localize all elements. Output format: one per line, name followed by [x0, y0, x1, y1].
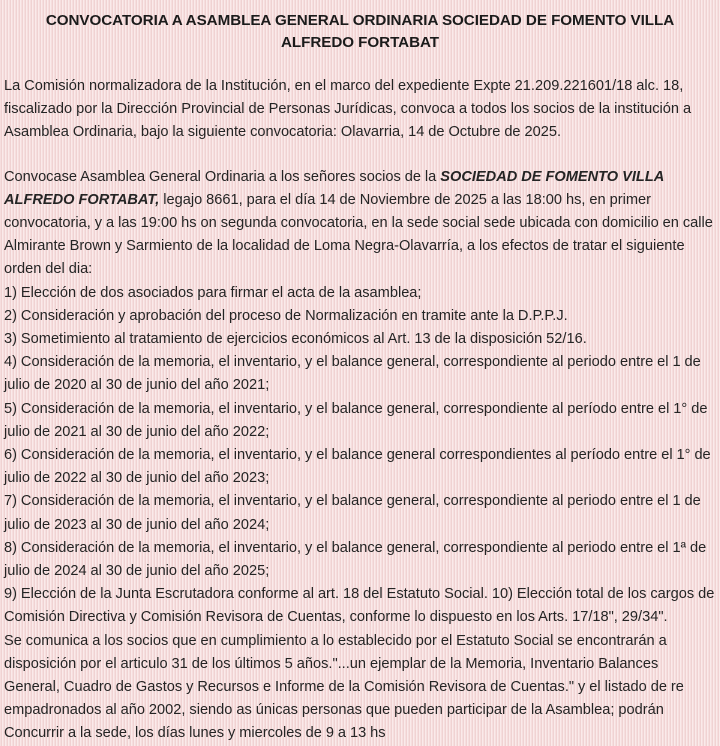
agenda-item: 4) Consideración de la memoria, el inventario, y el balance general, correspondiente al periodo entre el 1 de julio de 2020 al 30 de junio del año 2021;: [4, 354, 705, 394]
agenda-item: 9) Elección de la Junta Escrutadora conforme al art. 18 del Estatuto Social. 10) Elección total de los cargos de Comisión Directiva y Comisión Revisora de Cuentas, conforme lo dispuesto en los Arts. 17/18", 29/34".: [4, 586, 719, 626]
agenda-item: 2) Consideración y aprobación del proceso de Normalización en tramite ante la D.P.P.J.: [4, 307, 568, 324]
agenda-item: 1) Elección de dos asociados para firmar el acta de la asamblea;: [4, 284, 422, 301]
intro-paragraph: La Comisión normalizadora de la Institución, en el marco del expediente Expte 21.209.221601/18 alc. 18, fiscalizado por la Dirección Provincial de Personas Jurídicas, convoca a todos los socios de la institución a Asamblea Ordinaria, bajo la siguiente convocatoria: Olavarria, 14 de Octubre de 2025.: [4, 78, 695, 141]
agenda-item: 8) Consideración de la memoria, el inventario, y el balance general, correspondiente al periodo entre el 1ª de julio de 2024 al 30 de junio del año 2025;: [4, 539, 711, 580]
agenda-item: 7) Consideración de la memoria, el inventario, y el balance general, correspondiente al periodo entre el 1 de julio de 2023 al 30 de junio del año 2024;: [4, 493, 705, 533]
document-body: [0, 75, 720, 746]
page-title: CONVOCATORIA A ASAMBLEA GENERAL ORDINARIA SOCIEDAD DE FOMENTO VILLA ALFREDO FORTABAT: [45, 12, 675, 51]
agenda-item: 5) Consideración de la memoria, el inventario, y el balance general, correspondiente al período entre el 1° de julio de 2021 al 30 de junio del año 2022;: [4, 400, 712, 440]
agenda-item: 3) Sometimiento al tratamiento de ejercicios económicos al Art. 13 de la disposición 52/16.: [4, 331, 587, 348]
convocation-lead: Convocase Asamblea General Ordinaria a los señores socios de la: [4, 168, 441, 185]
society-name-emphasis: SOCIEDAD DE FOMENTO VILLA ALFREDO FORTABAT,: [4, 168, 668, 208]
convocation-paragraph: [4, 166, 716, 282]
agenda-item: 6) Consideración de la memoria, el inventario, y el balance general correspondientes al período entre el 1° de julio de 2022 al 30 de junio del año 2023;: [4, 447, 715, 487]
convocation-tail: legajo 8661, para el día 14 de Noviembre de 2025 a las 18:00 hs, en primer convocatoria, y a las 19:00 hs on segunda convocatoria, en la sede social sede ubicada con domicilio en calle Almirante Brown y Sarmiento de la localidad de Loma Negra-Olavarría, a los efectos de tratar el siguiente orden del dia:: [4, 191, 717, 278]
closing-paragraph: Se comunica a los socios que en cumplimiento a lo establecido por el Estatuto Social se encontrarán a disposición por el articulo 31 de los últimos 5 años."...un ejemplar de la Memoria, Inventario Balances General, Cuadro de Gastos y Recursos e Informe de la Comisión Revisora de Cuentas." y el listado de re empadronados al año 2002, siendo as únicas personas que pueden participar de la Asamblea; podrán Concurrir a la sede, los días lunes y miercoles de 9 a 13 hs: [4, 632, 688, 742]
